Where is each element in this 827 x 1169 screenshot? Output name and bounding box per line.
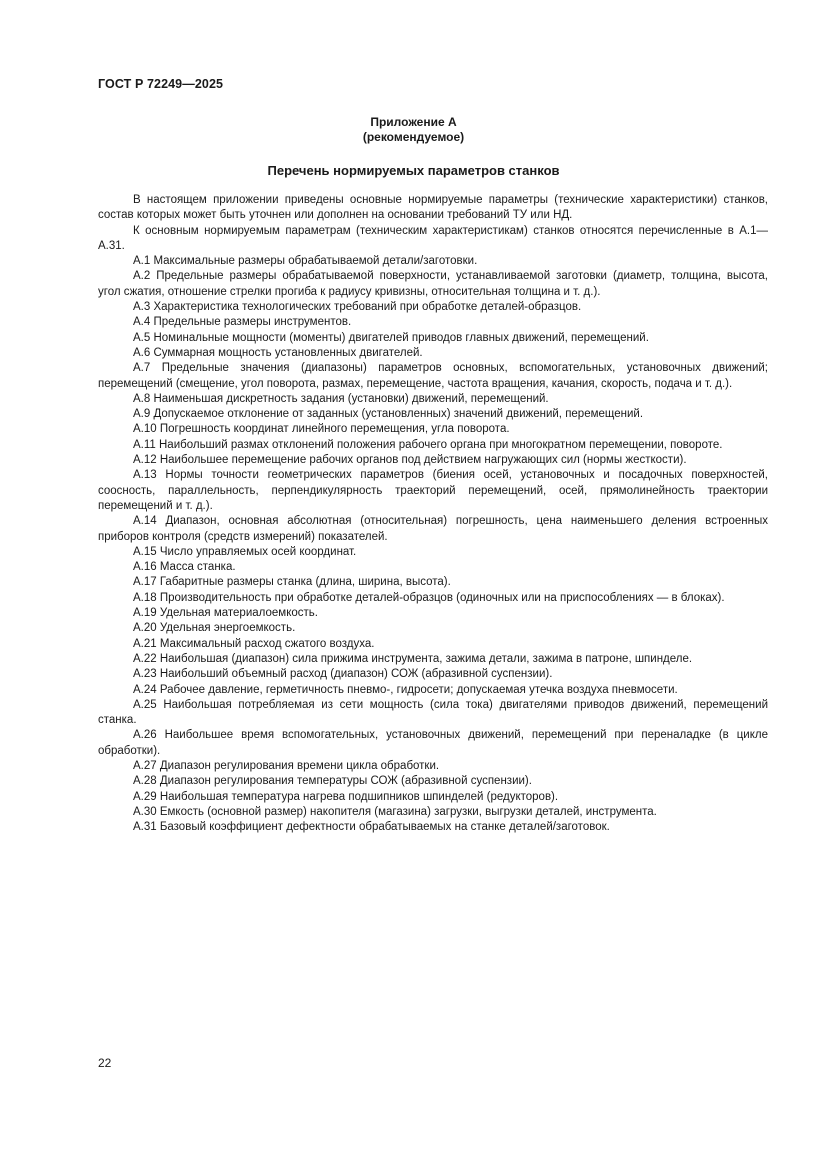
- list-item: А.26 Наибольшее время вспомогательных, установочных движений, перемещений при переналадке (в цикле обработки).: [98, 729, 768, 757]
- list-item: А.27 Диапазон регулирования времени цикла обработки.: [133, 759, 440, 772]
- list-item: А.13 Нормы точности геометрических параметров (биения осей, установочных и посадочных поверхностей, соосность, параллельность, перпендикулярность траекторий перемещений, осей, прямолинейность траектории перемещений и т. д.).: [98, 469, 768, 512]
- list-item: А.3 Характеристика технологических требований при обработке деталей-образцов.: [133, 301, 582, 314]
- list-item: А.14 Диапазон, основная абсолютная (относительная) погрешность, цена наименьшего деления встроенных приборов контроля (средств измерений) показателей.: [98, 515, 768, 543]
- list-item: А.7 Предельные значения (диапазоны) параметров основных, вспомогательных, установочных движений; перемещений (смещение, угол поворота, размах, перемещение, частота вращения, качания, скорость, подача и т. д.).: [98, 362, 768, 390]
- annex-body: [98, 193, 768, 835]
- list-item: А.10 Погрешность координат линейного перемещения, угла поворота.: [133, 423, 510, 436]
- list-item: А.29 Наибольшая температура нагрева подшипников шпинделей (редукторов).: [133, 790, 559, 803]
- list-item: А.18 Производительность при обработке деталей-образцов (одиночных или на приспособлениях — в блоках).: [133, 591, 725, 604]
- list-item: А.20 Удельная энергоемкость.: [133, 622, 296, 635]
- list-item: А.6 Суммарная мощность установленных двигателей.: [133, 346, 423, 359]
- section-title: Перечень нормируемых параметров станков: [267, 163, 560, 178]
- list-item: А.1 Максимальные размеры обрабатываемой детали/заготовки.: [133, 255, 478, 268]
- list-item: А.2 Предельные размеры обрабатываемой поверхности, устанавливаемой заготовки (диаметр, толщина, высота, угол сжатия, отношение стрелки прогиба к радиусу кривизны, относительная толщина и т. д.).: [98, 270, 768, 298]
- annex-heading: [0, 115, 827, 145]
- page-number: 22: [98, 1056, 112, 1070]
- list-item: А.25 Наибольшая потребляемая из сети мощность (сила тока) двигателями приводов движений, перемещений станка.: [98, 698, 768, 727]
- document-designation: ГОСТ Р 72249—2025: [98, 77, 224, 91]
- list-item: А.15 Число управляемых осей координат.: [133, 545, 357, 558]
- list-item: А.17 Габаритные размеры станка (длина, ширина, высота).: [133, 576, 451, 589]
- intro-paragraph: В настоящем приложении приведены основные нормируемые параметры (технические характеристики) станков, состав которых может быть уточнен или дополнен на основании требований ТУ или НД.: [98, 194, 768, 222]
- list-item: А.11 Наибольший размах отклонений положения рабочего органа при многократном перемещении, повороте.: [133, 438, 723, 451]
- list-item: А.4 Предельные размеры инструментов.: [133, 316, 352, 329]
- list-item: А.23 Наибольший объемный расход (диапазон) СОЖ (абразивной суспензии).: [133, 668, 553, 681]
- list-item: А.12 Наибольшее перемещение рабочих органов под действием нагружающих сил (нормы жесткости).: [133, 454, 687, 467]
- list-item: А.21 Максимальный расход сжатого воздуха.: [133, 637, 375, 650]
- list-item: А.24 Рабочее давление, герметичность пневмо-, гидросети; допускаемая утечка воздуха пневмосети.: [133, 683, 678, 696]
- list-item: А.8 Наименьшая дискретность задания (установки) движений, перемещений.: [133, 392, 549, 405]
- annex-status: (рекомендуемое): [362, 130, 465, 144]
- list-item: А.9 Допускаемое отклонение от заданных (установленных) значений движений, перемещений.: [133, 408, 644, 421]
- list-item: А.30 Емкость (основной размер) накопителя (магазина) загрузки, выгрузки деталей, инструмента.: [133, 805, 657, 818]
- list-item: А.19 Удельная материалоемкость.: [133, 607, 318, 620]
- annex-label: Приложение А: [370, 115, 457, 129]
- intro-paragraph: К основным нормируемым параметрам (техническим характеристикам) станков относятся перечисленные в А.1—А.31.: [98, 224, 768, 252]
- list-item: А.5 Номинальные мощности (моменты) двигателей приводов главных движений, перемещений.: [133, 331, 649, 344]
- list-item: А.28 Диапазон регулирования температуры СОЖ (абразивной суспензии).: [133, 775, 532, 788]
- list-item: А.22 Наибольшая (диапазон) сила прижима инструмента, зажима детали, зажима в патроне, шпинделе.: [133, 652, 693, 665]
- list-item: А.31 Базовый коэффициент дефектности обрабатываемых на станке деталей/заготовок.: [133, 821, 610, 834]
- list-item: А.16 Масса станка.: [133, 561, 236, 574]
